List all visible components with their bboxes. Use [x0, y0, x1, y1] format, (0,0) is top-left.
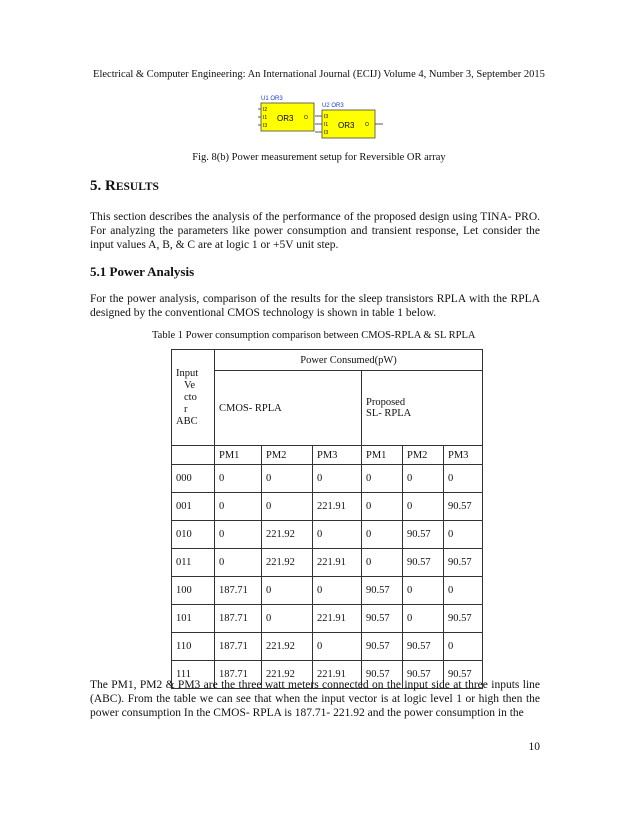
- table-header-cell: PM2: [262, 446, 313, 465]
- sl-rpla-header-line1: Proposed: [366, 397, 406, 408]
- table-cell: 90.57: [444, 549, 483, 577]
- table-cell: 0: [215, 521, 262, 549]
- table-row: [172, 605, 483, 633]
- table-cell: 0: [215, 549, 262, 577]
- table-row: [172, 633, 483, 661]
- block2-pin-2: I1: [324, 122, 329, 128]
- input-header-line: cto: [184, 391, 197, 403]
- table-header-cell: PM1: [215, 446, 262, 465]
- block2-title: U2 OR3: [322, 103, 344, 109]
- cmos-rpla-header: CMOS- RPLA: [215, 371, 362, 446]
- table-cell: 0: [362, 521, 403, 549]
- input-header-line: Input: [176, 367, 199, 379]
- table-cell: 90.57: [403, 633, 444, 661]
- block2-pin-3: I3: [324, 130, 329, 136]
- table-cell: 90.57: [444, 493, 483, 521]
- block2-label: OR3: [338, 121, 355, 130]
- table-header-cell: [172, 446, 215, 465]
- table-cell: 90.57: [362, 577, 403, 605]
- table-row: [172, 577, 483, 605]
- table-row: [172, 465, 483, 493]
- table-cell: 221.92: [262, 549, 313, 577]
- table-cell: 90.57: [444, 605, 483, 633]
- input-header-line: Ve: [184, 379, 196, 391]
- table-row: [172, 549, 483, 577]
- input-header-line: ABC: [176, 415, 198, 427]
- table-cell: 0: [215, 493, 262, 521]
- section-heading-rest: ESULTS: [115, 181, 159, 193]
- block1-title: U1 OR3: [261, 96, 283, 102]
- table-cell: 187.71: [215, 605, 262, 633]
- power-consumed-header: Power Consumed(pW): [215, 350, 483, 371]
- or-array-schematic: [258, 94, 388, 144]
- or-array-figure: [258, 94, 388, 144]
- table-caption: Table 1 Power consumption comparison between CMOS-RPLA & SL RPLA: [152, 330, 476, 341]
- table-cell: 001: [172, 493, 215, 521]
- table-cell: 0: [313, 465, 362, 493]
- sl-rpla-header: [362, 371, 483, 446]
- table-cell: 221.92: [262, 521, 313, 549]
- table-cell: 0: [403, 493, 444, 521]
- table-cell: 90.57: [362, 633, 403, 661]
- figure-caption: Fig. 8(b) Power measurement setup for Reversible OR array: [192, 152, 446, 163]
- subsection-heading: 5.1 Power Analysis: [90, 264, 195, 279]
- table-cell: 101: [172, 605, 215, 633]
- table-cell: 187.71: [215, 633, 262, 661]
- input-header-line: r: [184, 403, 188, 415]
- table-cell: 221.91: [313, 661, 362, 689]
- table-cell: 0: [262, 577, 313, 605]
- table-cell: 221.91: [313, 549, 362, 577]
- table-cell: 187.71: [215, 661, 262, 689]
- table-cell: 0: [362, 465, 403, 493]
- table-cell: 0: [403, 605, 444, 633]
- table-cell: 90.57: [403, 521, 444, 549]
- table-cell: 90.57: [403, 661, 444, 689]
- table-cell: 221.92: [262, 633, 313, 661]
- page-number: 10: [528, 741, 540, 753]
- table-cell: 90.57: [362, 605, 403, 633]
- block1-pin-3: I3: [263, 123, 268, 129]
- block1-pin-out: O: [304, 115, 308, 121]
- table-cell: 0: [215, 465, 262, 493]
- input-vector-header: [172, 350, 215, 446]
- table-cell: 000: [172, 465, 215, 493]
- table-cell: 221.92: [262, 661, 313, 689]
- table-row: [172, 493, 483, 521]
- table-cell: 221.91: [313, 493, 362, 521]
- block2-pin-out: O: [365, 122, 369, 128]
- table-cell: 0: [444, 633, 483, 661]
- table-row: [172, 521, 483, 549]
- table-header-cell: PM1: [362, 446, 403, 465]
- table-cell: 0: [262, 465, 313, 493]
- block2-pin-1: I3: [324, 114, 329, 120]
- table-cell: 111: [172, 661, 215, 689]
- table-cell: 90.57: [403, 549, 444, 577]
- table-cell: 0: [362, 493, 403, 521]
- table-cell: 0: [362, 549, 403, 577]
- table-cell: 0: [444, 465, 483, 493]
- table-header-cell: PM3: [444, 446, 483, 465]
- sl-rpla-header-line2: SL- RPLA: [366, 408, 412, 419]
- table-cell: 0: [262, 605, 313, 633]
- table-cell: 0: [313, 633, 362, 661]
- table-cell: 90.57: [444, 661, 483, 689]
- power-table: [171, 349, 483, 689]
- table-cell: 187.71: [215, 577, 262, 605]
- table-cell: 010: [172, 521, 215, 549]
- table-cell: 0: [313, 577, 362, 605]
- table-cell: 0: [403, 577, 444, 605]
- table-cell: 0: [444, 577, 483, 605]
- block1-label: OR3: [277, 114, 294, 123]
- table-cell: 110: [172, 633, 215, 661]
- power-analysis-paragraph: For the power analysis, comparison of the results for the sleep transistors RPLA with the RPLA designed by the conventional CMOS technology is shown in table 1 below.: [90, 293, 540, 319]
- table-cell: 0: [444, 521, 483, 549]
- table-cell: 011: [172, 549, 215, 577]
- results-paragraph: This section describes the analysis of the performance of the proposed design using TINA- PRO. For analyzing the parameters like power consumption and transient response, Let consider the input values A, B, & C are at logic 1 or +5V unit step.: [90, 211, 540, 251]
- discussion-paragraph: The PM1, PM2 & PM3 are the three watt meters connected on the input side at three inputs line (ABC). From the table we can see that when the input vector is at logic level 1 or high then the power consumption In the CMOS- RPLA is 187.71- 221.92 and the power consumption in the: [90, 679, 540, 719]
- section-heading: [90, 178, 159, 195]
- section-heading-number: 5. R: [90, 178, 116, 194]
- journal-header: Electrical & Computer Engineering: An International Journal (ECIJ) Volume 4, Number 3, September 2015: [93, 69, 545, 80]
- table-cell: 90.57: [362, 661, 403, 689]
- table-cell: 100: [172, 577, 215, 605]
- table-cell: 0: [403, 465, 444, 493]
- block1-pin-1: I2: [263, 107, 268, 113]
- table-cell: 0: [313, 521, 362, 549]
- table-header-cell: PM3: [313, 446, 362, 465]
- block1-pin-2: I1: [263, 115, 268, 121]
- table-header-cell: PM2: [403, 446, 444, 465]
- table-cell: 221.91: [313, 605, 362, 633]
- table-cell: 0: [262, 493, 313, 521]
